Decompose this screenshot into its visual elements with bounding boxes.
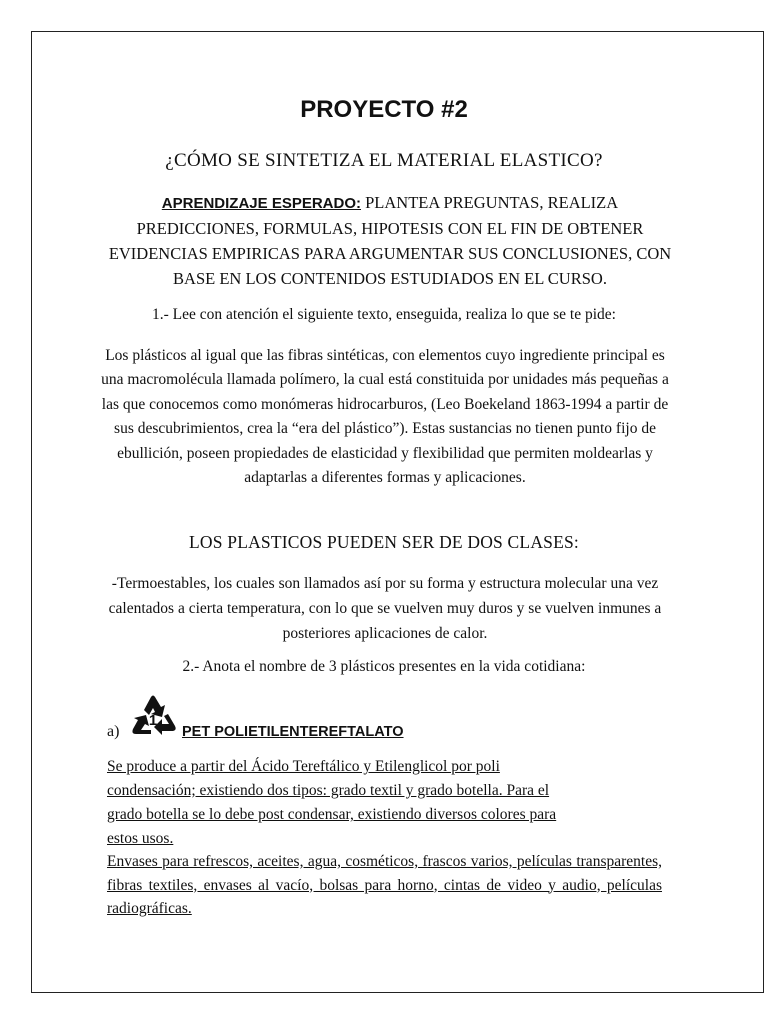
item-a-letter: a) <box>107 723 120 740</box>
instruction-1: 1.- Lee con atención el siguiente texto, enseguida, realiza lo que se te pide: <box>152 306 616 323</box>
page-title: PROYECTO #2 <box>300 96 468 123</box>
item-a-uses: Envases para refrescos, aceites, agua, cosméticos, frascos varios, películas transparentes, fibras textiles, envases al vacío, bolsas para horno, cintas de video y audio, películas radiográficas. <box>107 853 662 917</box>
heading-clases: LOS PLASTICOS PUEDEN SER DE DOS CLASES: <box>189 532 579 552</box>
description-line: grado botella se lo debe post condensar, existiendo diversos colores para <box>107 806 557 823</box>
item-a-name: PET POLIETILENTEREFTALATO <box>182 724 404 740</box>
instruction-2: 2.- Anota el nombre de 3 plásticos presentes en la vida cotidiana: <box>182 658 586 675</box>
description-line: estos usos. <box>107 830 174 847</box>
recycle-icon <box>124 690 182 744</box>
paragraph-termoestables: -Termoestables, los cuales son llamados así por su forma y estructura molecular una vez calentados a cierta temperatura, con lo que se vuelven muy duros y se vuelven inmunes a posteriores aplicaciones de calor. <box>108 575 662 642</box>
description-line: Se produce a partir del Ácido Tereftálico y Etilenglicol por poli <box>107 758 500 775</box>
aprendizaje-esperado <box>100 190 680 291</box>
aprendizaje-text: PLANTEA PREGUNTAS, REALIZA PREDICCIONES, FORMULAS, HIPOTESIS CON EL FIN DE OBTENER EVIDENCIAS EMPIRICAS PARA ARGUMENTAR SUS CONCLUSIONES, CON BASE EN LOS CONTENIDOS ESTUDIADOS EN EL CURSO. <box>108 193 672 288</box>
recycle-number: 1 <box>148 712 158 729</box>
question-heading: ¿CÓMO SE SINTETIZA EL MATERIAL ELASTICO? <box>165 150 603 171</box>
aprendizaje-label: APRENDIZAJE ESPERADO: <box>161 195 361 212</box>
item-a-description <box>107 755 667 851</box>
description-line: condensación; existiendo dos tipos: grado textil y grado botella. Para el <box>107 782 550 799</box>
paragraph-plasticos: Los plásticos al igual que las fibras sintéticas, con elementos cuyo ingrediente principal es una macromolécula llamada polímero, la cual está constituida por unidades más pequeñas a las que conocemos como monómeras hidrocarburos, (Leo Boekeland 1863-1994 a partir de sus descubrimientos, crea la “era del plástico”). Estas sustancias no tienen punto fijo de ebullición, poseen propiedades de elasticidad y flexibilidad que permiten moldearlas y adaptarlas a diferentes formas y aplicaciones. <box>101 347 669 487</box>
